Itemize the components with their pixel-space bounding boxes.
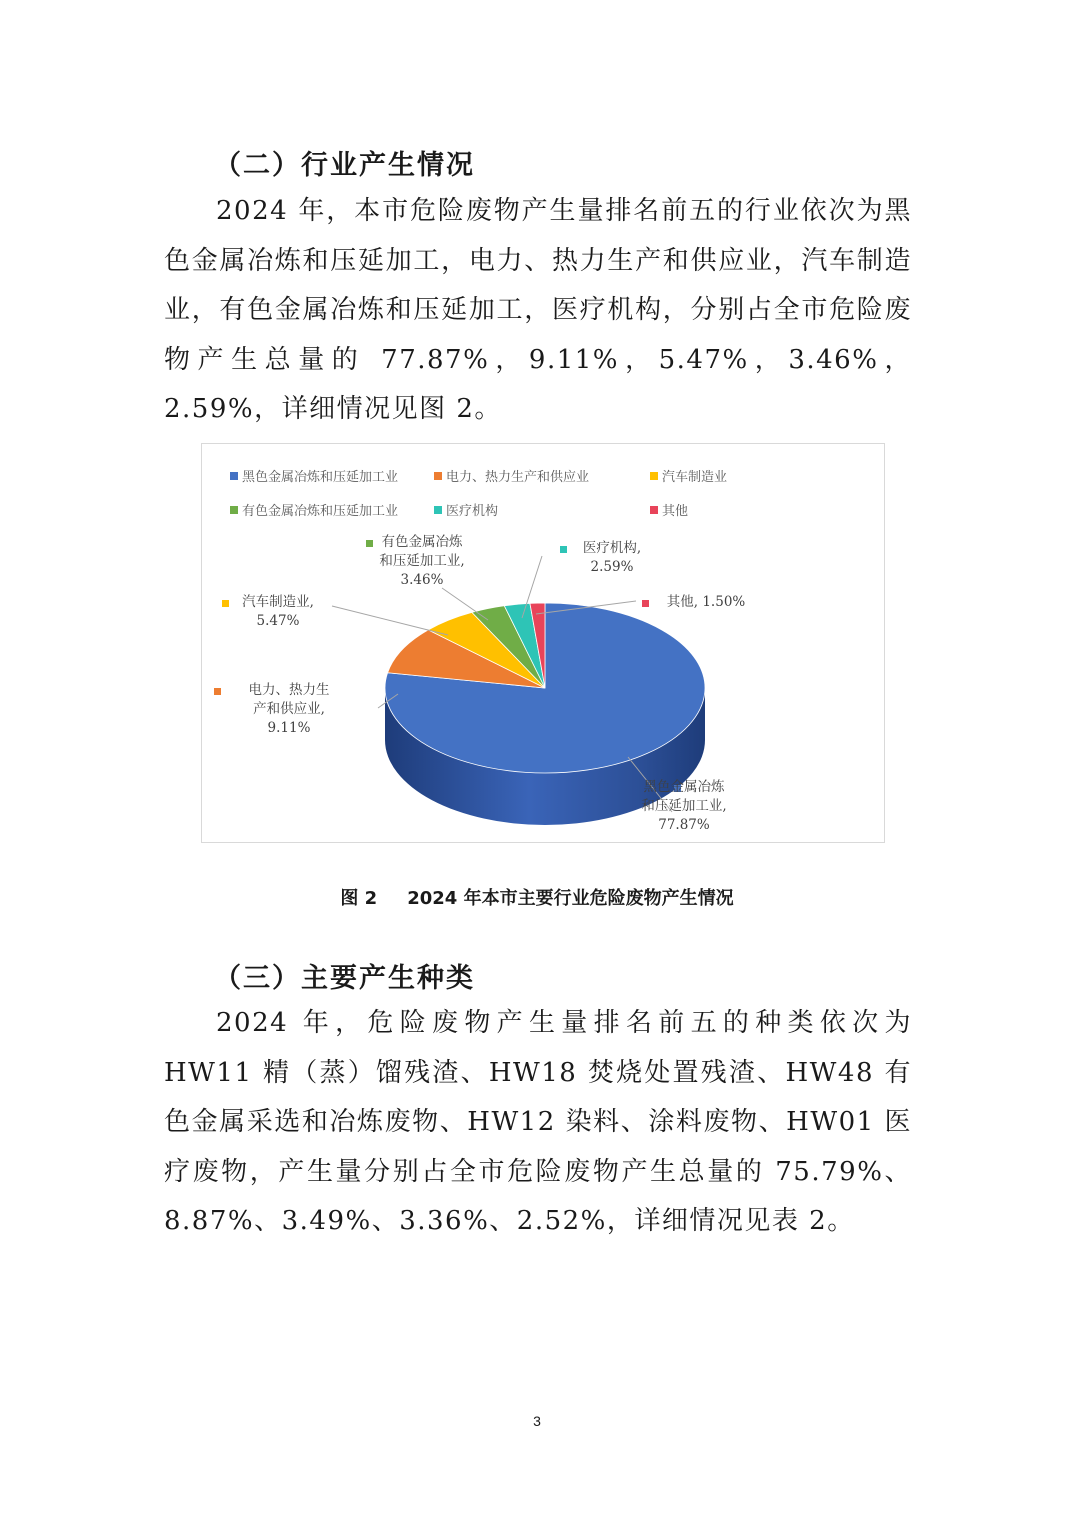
data-label: 汽车制造业,	[242, 594, 314, 610]
legend-label: 医疗机构	[446, 504, 499, 519]
data-label-swatch	[560, 546, 567, 553]
section-heading-industry: （二）行业产生情况	[214, 150, 475, 181]
legend-label: 有色金属冶炼和压延加工业	[242, 504, 399, 519]
page-number: 3	[533, 1413, 541, 1429]
data-label: 和压延加工业,	[641, 798, 727, 814]
data-label-swatch	[642, 600, 649, 607]
legend-label: 汽车制造业	[662, 470, 728, 485]
data-label-swatch	[222, 600, 229, 607]
legend-swatch	[230, 472, 238, 480]
data-label: 产和供应业,	[253, 701, 325, 717]
data-label: 电力、热力生	[248, 682, 330, 698]
data-label-swatch	[366, 540, 373, 547]
data-label: 3.46%	[400, 572, 444, 588]
types-paragraph: 2024 年，危险废物产生量排名前五的种类依次为 HW11 精（蒸）馏残渣、HW18 焚烧处置残渣、HW48 有色金属采选和冶炼废物、HW12 染料、涂料废物、HW01 医疗废物，产生量分别占全市危险废物产生总量的 75.79%、8.87%、3.49%、3.36%、2.52%，详细情况见表 2。	[164, 1008, 912, 1236]
industry-pie-chart	[201, 443, 885, 843]
legend-swatch	[650, 472, 658, 480]
data-label: 2.59%	[590, 559, 634, 575]
data-label: 黑色金属冶炼	[643, 779, 725, 795]
legend-swatch	[434, 506, 442, 514]
data-label: 和压延加工业,	[379, 553, 465, 569]
legend-swatch	[230, 506, 238, 514]
legend-label: 黑色金属冶炼和压延加工业	[242, 470, 399, 485]
industry-paragraph: 2024 年，本市危险废物产生量排名前五的行业依次为黑色金属冶炼和压延加工，电力、热力生产和供应业，汽车制造业，有色金属冶炼和压延加工，医疗机构，分别占全市危险废物产生总量的 77.87%，9.11%，5.47%，3.46%，2.59%，详细情况见图 2。	[164, 196, 912, 424]
legend-label: 其他	[662, 504, 689, 519]
figure-caption	[0, 884, 1074, 910]
data-label: 9.11%	[267, 720, 311, 736]
data-label: 其他, 1.50%	[666, 594, 746, 610]
leader-line	[332, 606, 448, 635]
data-label: 医疗机构,	[582, 540, 642, 556]
data-label-swatch	[214, 688, 221, 695]
legend-swatch	[650, 506, 658, 514]
pie-chart-svg	[202, 444, 886, 844]
legend-label: 电力、热力生产和供应业	[446, 470, 590, 485]
data-label: 有色金属冶炼	[381, 534, 463, 550]
data-label: 5.47%	[256, 613, 300, 629]
data-label: 77.87%	[658, 817, 710, 833]
section-heading-types: （三）主要产生种类	[214, 963, 475, 994]
figure-title: 2024 年本市主要行业危险废物产生情况	[407, 888, 734, 909]
figure-label: 图 2	[340, 888, 378, 909]
legend-swatch	[434, 472, 442, 480]
